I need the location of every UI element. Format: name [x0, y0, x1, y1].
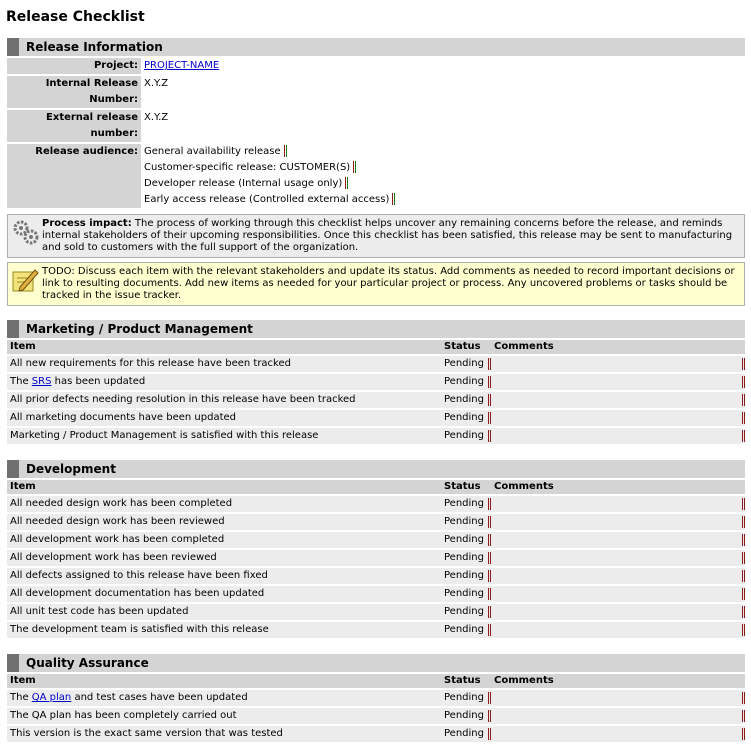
project-link[interactable]: PROJECT-NAME [144, 60, 220, 71]
section-heading: Marketing / Product Management [7, 320, 745, 338]
comments-cell[interactable] [491, 708, 745, 724]
col-item-header: Item [7, 674, 441, 688]
table-row [7, 374, 745, 390]
audience-marker-green [286, 145, 287, 157]
checklist-table [7, 478, 745, 640]
status-cell[interactable] [441, 690, 491, 706]
release-info-heading: Release Information [7, 38, 745, 56]
status-cell[interactable] [441, 374, 491, 390]
checklist-section [7, 320, 745, 446]
status-value: Pending [444, 710, 484, 721]
item-doc-link[interactable]: QA plan [31, 692, 72, 703]
item-cell [7, 550, 441, 566]
table-row [7, 428, 745, 444]
todo-text: TODO: Discuss each item with the relevant stakeholders and update its status. Add comments as needed to record important decisions or link to resulting documents. Add new items as needed for your particular project or process. Any uncovered problems or tasks should be tracked in the issue tracker. [42, 266, 735, 301]
item-text: The development team is satisfied with this release [10, 624, 269, 635]
project-value-cell [141, 58, 745, 74]
checklist-section [7, 460, 745, 640]
status-cell[interactable] [441, 708, 491, 724]
table-row [7, 514, 745, 530]
item-cell [7, 356, 441, 372]
status-cell[interactable] [441, 428, 491, 444]
item-cell [7, 726, 441, 742]
status-cell[interactable] [441, 532, 491, 548]
gears-icon [10, 217, 40, 247]
comments-cell[interactable] [491, 550, 745, 566]
table-row [7, 604, 745, 620]
external-release-value: X.Y.Z [144, 112, 169, 123]
col-comments-header: Comments [491, 674, 745, 688]
status-value: Pending [444, 606, 484, 617]
checklist-table [7, 338, 745, 446]
status-value: Pending [444, 588, 484, 599]
item-cell [7, 568, 441, 584]
item-text: The [10, 376, 32, 387]
page-title: Release Checklist [6, 9, 145, 25]
comments-cell[interactable] [491, 690, 745, 706]
status-cell[interactable] [441, 568, 491, 584]
item-cell [7, 604, 441, 620]
item-text: All new requirements for this release have been tracked [10, 358, 291, 369]
item-text: All needed design work has been completed [10, 498, 233, 509]
item-text: All development work has been reviewed [10, 552, 217, 563]
comments-cell[interactable] [491, 410, 745, 426]
comments-cell[interactable] [491, 496, 745, 512]
item-text: All development documentation has been updated [10, 588, 265, 599]
comments-marker [742, 534, 745, 546]
project-label: Project: [7, 58, 141, 74]
internal-release-label: Internal Release Number: [7, 76, 141, 108]
audience-item-label: Developer release (Internal usage only) [144, 178, 343, 189]
table-row [7, 708, 745, 724]
status-value: Pending [444, 534, 484, 545]
checklist-container [7, 38, 745, 744]
comments-cell[interactable] [491, 428, 745, 444]
audience-marker-green [347, 177, 348, 189]
table-row [7, 690, 745, 706]
comments-cell[interactable] [491, 586, 745, 602]
status-value: Pending [444, 552, 484, 563]
table-row [7, 496, 745, 512]
status-cell[interactable] [441, 410, 491, 426]
item-cell [7, 690, 441, 706]
item-text: All prior defects needing resolution in this release have been tracked [10, 394, 356, 405]
comments-marker [742, 430, 745, 442]
audience-marker-red [392, 193, 393, 205]
checklist-table [7, 672, 745, 744]
comments-marker [742, 412, 745, 424]
audience-item[interactable] [144, 176, 742, 192]
status-value: Pending [444, 394, 484, 405]
status-value: Pending [444, 376, 484, 387]
comments-cell[interactable] [491, 374, 745, 390]
process-impact-label: Process impact: [42, 218, 132, 229]
comments-marker [742, 552, 745, 564]
status-cell[interactable] [441, 392, 491, 408]
comments-marker [742, 606, 745, 618]
table-row [7, 726, 745, 742]
comments-marker [742, 692, 745, 704]
status-value: Pending [444, 358, 484, 369]
status-cell[interactable] [441, 514, 491, 530]
info-row-audience [7, 144, 745, 208]
info-row-project [7, 58, 745, 74]
table-header-row [7, 674, 745, 688]
item-cell [7, 428, 441, 444]
checklist-sections [7, 320, 745, 744]
comments-cell[interactable] [491, 356, 745, 372]
comments-marker [742, 498, 745, 510]
comments-cell[interactable] [491, 604, 745, 620]
status-value: Pending [444, 412, 484, 423]
table-row [7, 532, 745, 548]
status-cell[interactable] [441, 604, 491, 620]
status-value: Pending [444, 624, 484, 635]
section-heading: Development [7, 460, 745, 478]
item-text: The [10, 692, 32, 703]
item-text: The QA plan has been completely carried out [10, 710, 237, 721]
comments-marker [742, 710, 745, 722]
table-header-row [7, 480, 745, 494]
comments-cell[interactable] [491, 726, 745, 742]
todo-note [7, 262, 745, 306]
item-text: This version is the exact same version that was tested [10, 728, 283, 739]
comments-marker [742, 588, 745, 600]
comments-marker [742, 376, 745, 388]
table-row [7, 568, 745, 584]
audience-item[interactable] [144, 144, 742, 160]
item-cell [7, 586, 441, 602]
audience-item[interactable] [144, 192, 742, 208]
col-status-header: Status [441, 674, 491, 688]
info-row-external [7, 110, 745, 142]
status-cell[interactable] [441, 356, 491, 372]
process-impact-note [7, 214, 745, 258]
comments-cell[interactable] [491, 622, 745, 638]
item-text: All marketing documents have been updated [10, 412, 237, 423]
status-value: Pending [444, 430, 484, 441]
audience-item-label: Early access release (Controlled external access) [144, 194, 390, 205]
item-text: All unit test code has been updated [10, 606, 189, 617]
status-cell[interactable] [441, 550, 491, 566]
comments-marker [742, 394, 745, 406]
comments-marker [742, 516, 745, 528]
item-cell [7, 708, 441, 724]
status-cell[interactable] [441, 496, 491, 512]
col-item-header: Item [7, 480, 441, 494]
comments-marker [742, 728, 745, 740]
table-header-row [7, 340, 745, 354]
comments-marker [742, 624, 745, 636]
item-cell [7, 374, 441, 390]
item-cell [7, 392, 441, 408]
audience-marker-red [353, 161, 354, 173]
checklist-section [7, 654, 745, 744]
col-status-header: Status [441, 480, 491, 494]
section-heading: Quality Assurance [7, 654, 745, 672]
pencil-note-icon [10, 265, 40, 295]
item-cell [7, 496, 441, 512]
table-row [7, 550, 745, 566]
info-row-internal [7, 76, 745, 108]
item-cell [7, 514, 441, 530]
audience-item-label: Customer-specific release: CUSTOMER(S) [144, 162, 351, 173]
status-cell[interactable] [441, 622, 491, 638]
item-text: All defects assigned to this release have been fixed [10, 570, 268, 581]
table-row [7, 392, 745, 408]
internal-release-value: X.Y.Z [144, 78, 169, 89]
status-value: Pending [444, 516, 484, 527]
table-row [7, 622, 745, 638]
item-text: All needed design work has been reviewed [10, 516, 225, 527]
table-row [7, 356, 745, 372]
item-cell [7, 532, 441, 548]
audience-marker-green [355, 161, 356, 173]
comments-cell[interactable] [491, 392, 745, 408]
col-comments-header: Comments [491, 480, 745, 494]
audience-item-label: General availability release [144, 146, 281, 157]
audience-marker-red [284, 145, 285, 157]
col-comments-header: Comments [491, 340, 745, 354]
comments-cell[interactable] [491, 532, 745, 548]
col-item-header: Item [7, 340, 441, 354]
col-status-header: Status [441, 340, 491, 354]
audience-marker-red [345, 177, 346, 189]
item-text-suffix: has been updated [51, 376, 146, 387]
audience-item[interactable] [144, 160, 742, 176]
audience-list [141, 144, 745, 208]
item-doc-link[interactable]: SRS [31, 376, 52, 387]
item-text-suffix: and test cases have been updated [71, 692, 248, 703]
comments-marker [742, 358, 745, 370]
comments-cell[interactable] [491, 514, 745, 530]
audience-marker-green [394, 193, 395, 205]
status-cell[interactable] [441, 586, 491, 602]
table-row [7, 586, 745, 602]
status-value: Pending [444, 692, 484, 703]
item-text: All development work has been completed [10, 534, 225, 545]
comments-marker [742, 570, 745, 582]
item-cell [7, 410, 441, 426]
status-cell[interactable] [441, 726, 491, 742]
status-value: Pending [444, 498, 484, 509]
release-info-table [7, 56, 745, 210]
item-cell [7, 622, 441, 638]
external-release-label: External release number: [7, 110, 141, 142]
status-value: Pending [444, 728, 484, 739]
status-value: Pending [444, 570, 484, 581]
item-text: Marketing / Product Management is satisfied with this release [10, 430, 319, 441]
process-impact-text: The process of working through this checklist helps uncover any remaining concerns before the release, and reminds internal stakeholders of their upcoming responsibilities. Once this checklist has been satisfied, this release may be sent to manufacturing and sold to customers with the full support of the organization. [42, 218, 733, 253]
comments-cell[interactable] [491, 568, 745, 584]
table-row [7, 410, 745, 426]
audience-label: Release audience: [7, 144, 141, 208]
